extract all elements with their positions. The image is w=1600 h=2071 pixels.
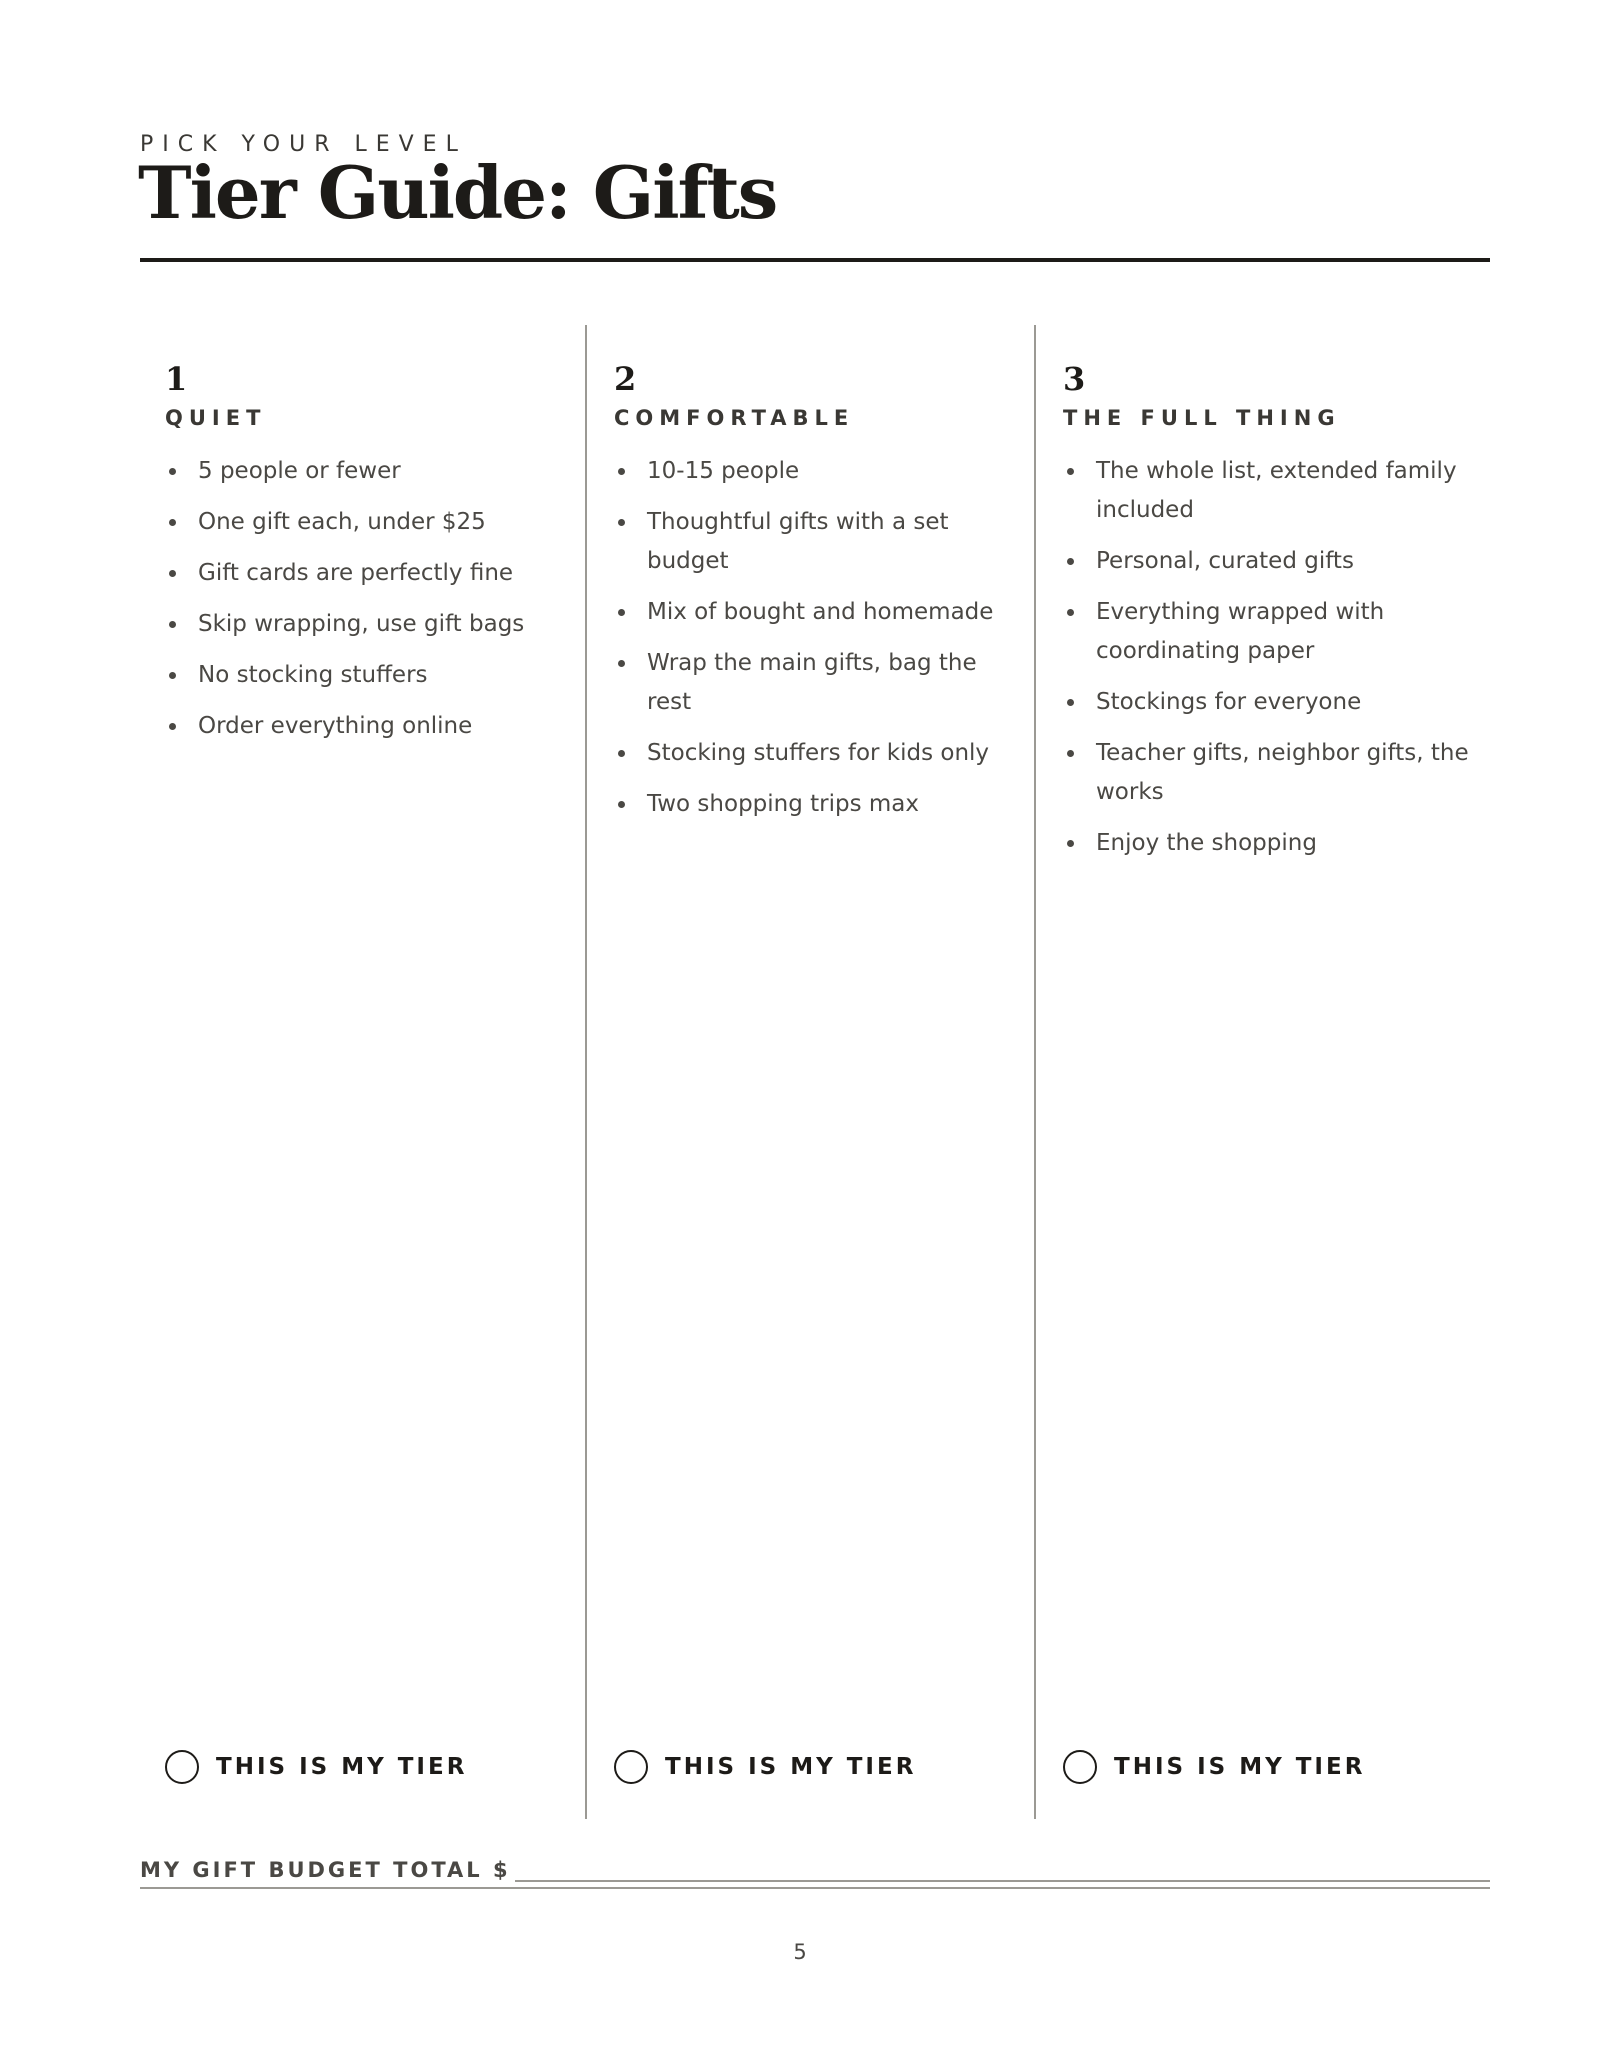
list-item: [1063, 683, 1473, 722]
eyebrow-label: PICK YOUR LEVEL: [140, 132, 467, 157]
list-item-text: Wrap the main gifts, bag the rest: [647, 650, 977, 715]
tier-name: THE FULL THING: [1063, 406, 1341, 430]
list-item-text: Enjoy the shopping: [1096, 830, 1317, 856]
list-item-text: Mix of bought and homemade: [647, 599, 994, 625]
tier-name: COMFORTABLE: [614, 406, 855, 430]
tier-item-list: [1063, 452, 1473, 875]
list-item-text: Skip wrapping, use gift bags: [198, 611, 525, 637]
bullet-icon: [1067, 840, 1074, 847]
bullet-icon: [169, 672, 176, 679]
bullet-icon: [169, 519, 176, 526]
tier-select-option[interactable]: [165, 1750, 467, 1784]
list-item: [165, 605, 575, 644]
list-item-text: No stocking stuffers: [198, 662, 428, 688]
tier-select-option[interactable]: [614, 1750, 916, 1784]
list-item-text: 5 people or fewer: [198, 458, 401, 484]
column-divider: [585, 325, 587, 1819]
radio-circle-icon[interactable]: [165, 1750, 199, 1784]
list-item: [1063, 542, 1473, 581]
title-divider: [140, 258, 1490, 262]
list-item-text: Everything wrapped with coordinating paper: [1096, 599, 1385, 664]
tier-number: 3: [1063, 360, 1086, 398]
list-item-text: The whole list, extended family included: [1096, 458, 1457, 523]
bullet-icon: [618, 468, 625, 475]
list-item-text: Gift cards are perfectly fine: [198, 560, 514, 586]
tier-select-option[interactable]: [1063, 1750, 1365, 1784]
bullet-icon: [1067, 558, 1074, 565]
list-item-text: Stockings for everyone: [1096, 689, 1362, 715]
list-item: [614, 734, 1024, 773]
bullet-icon: [1067, 699, 1074, 706]
list-item: [165, 707, 575, 746]
list-item: [165, 656, 575, 695]
bullet-icon: [1067, 609, 1074, 616]
list-item-text: 10-15 people: [647, 458, 800, 484]
tier-name: QUIET: [165, 406, 267, 430]
bullet-icon: [618, 750, 625, 757]
tier-item-list: [165, 452, 575, 758]
budget-write-in-line[interactable]: [515, 1880, 1490, 1882]
list-item: [1063, 734, 1473, 812]
bullet-icon: [618, 801, 625, 808]
column-divider: [1034, 325, 1036, 1819]
list-item-text: Stocking stuffers for kids only: [647, 740, 990, 766]
page-number: 5: [793, 1940, 807, 1964]
bullet-icon: [169, 570, 176, 577]
tier-column-1: [165, 360, 575, 1810]
list-item-text: Thoughtful gifts with a set budget: [647, 509, 949, 574]
bullet-icon: [169, 621, 176, 628]
tier-item-list: [614, 452, 1024, 836]
list-item: [165, 554, 575, 593]
list-item-text: Teacher gifts, neighbor gifts, the works: [1096, 740, 1469, 805]
tier-select-label[interactable]: THIS IS MY TIER: [1114, 1754, 1366, 1780]
tier-select-label[interactable]: THIS IS MY TIER: [665, 1754, 917, 1780]
list-item: [165, 452, 575, 491]
list-item: [165, 503, 575, 542]
bullet-icon: [618, 609, 625, 616]
bullet-icon: [618, 519, 625, 526]
list-item-text: Personal, curated gifts: [1096, 548, 1354, 574]
list-item: [614, 644, 1024, 722]
list-item: [1063, 452, 1473, 530]
tier-column-2: [614, 360, 1024, 1810]
tier-number: 1: [165, 360, 188, 398]
radio-circle-icon[interactable]: [1063, 1750, 1097, 1784]
bullet-icon: [618, 660, 625, 667]
list-item: [1063, 824, 1473, 863]
bullet-icon: [1067, 750, 1074, 757]
bullet-icon: [1067, 468, 1074, 475]
bullet-icon: [169, 468, 176, 475]
list-item: [614, 452, 1024, 491]
list-item: [614, 593, 1024, 632]
list-item: [614, 503, 1024, 581]
list-item-text: Two shopping trips max: [647, 791, 920, 817]
bullet-icon: [169, 723, 176, 730]
list-item: [1063, 593, 1473, 671]
tier-column-3: [1063, 360, 1473, 1810]
list-item-text: One gift each, under $25: [198, 509, 486, 535]
radio-circle-icon[interactable]: [614, 1750, 648, 1784]
budget-total-label: MY GIFT BUDGET TOTAL $: [140, 1858, 511, 1882]
tier-number: 2: [614, 360, 637, 398]
tier-select-label[interactable]: THIS IS MY TIER: [216, 1754, 468, 1780]
footer-divider: [140, 1887, 1490, 1889]
list-item-text: Order everything online: [198, 713, 473, 739]
list-item: [614, 785, 1024, 824]
page-title: Tier Guide: Gifts: [138, 150, 777, 235]
